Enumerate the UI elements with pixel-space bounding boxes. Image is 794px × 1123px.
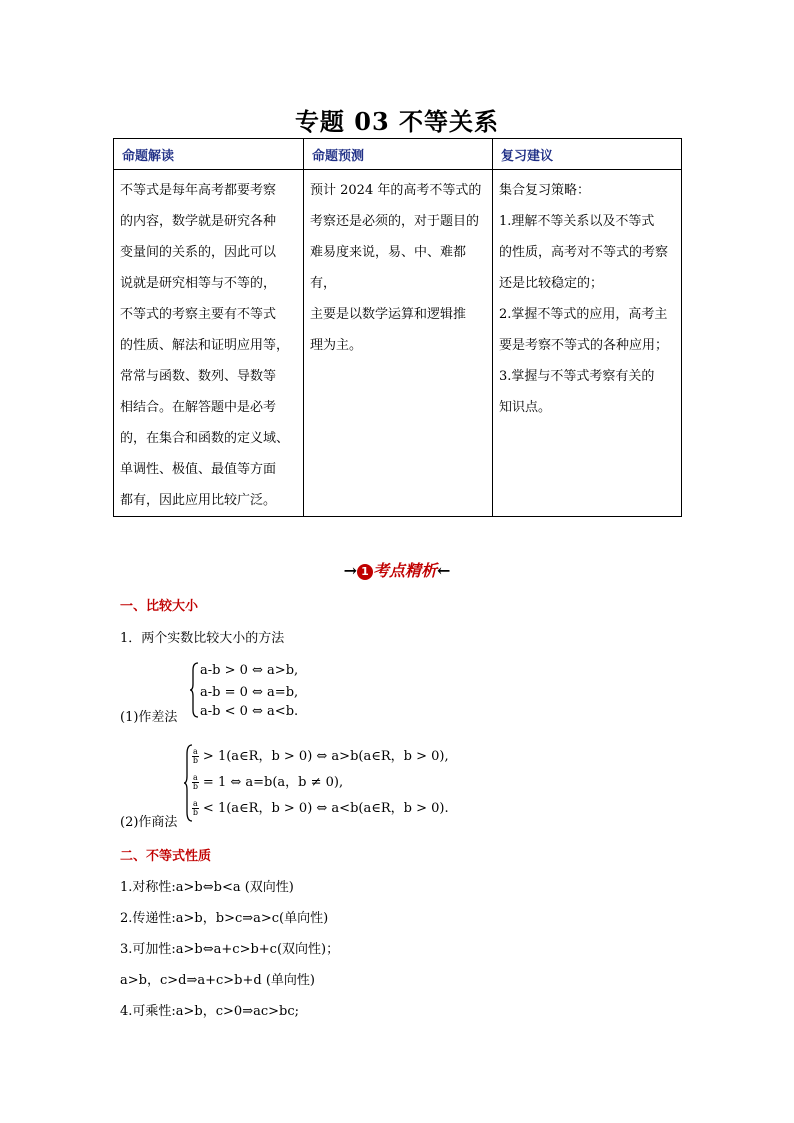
text-line: 要是考察不等式的各种应用；: [499, 338, 669, 353]
text-line: 知识点。: [499, 400, 552, 415]
brace-icon: [189, 662, 199, 718]
text-line: 的性质，高考对不等式的考察: [499, 245, 669, 260]
text-line: 变量间的关系的，因此可以: [120, 245, 277, 260]
arrow-right-icon: →: [343, 561, 357, 580]
text-line: 的内容，数学就是研究各种: [120, 214, 277, 229]
method-label: (2)作商法: [120, 815, 178, 830]
page-title: 专题 03 不等关系: [294, 107, 500, 136]
property-line: 4.可乘性:a>b，c>0⇒ac>bc;: [120, 1004, 299, 1019]
cell-suggestion: [493, 170, 682, 517]
text-line: 2.掌握不等式的应用，高考主: [499, 307, 668, 322]
formula-line: $\frac{a}{b}$ = 1 ⇔ a=b(a，b ≠ 0),: [192, 773, 344, 791]
arrow-left-icon: ←: [437, 561, 451, 580]
banner-text: 考点精析: [372, 561, 437, 580]
text-line: 都有，因此应用比较广泛。: [120, 493, 277, 508]
text-line: 说就是研究相等与不等的，: [120, 276, 277, 291]
text-line: 还是比较稳定的；: [499, 276, 604, 291]
text-line: 预计 2024 年的高考不等式的: [310, 183, 482, 198]
property-line: 3.可加性:a>b⇔a+c>b+c(双向性)；: [120, 942, 340, 957]
formula-line: $\frac{a}{b}$ < 1(a∈R，b > 0) ⇔ a<b(a∈R，b > 0).: [192, 799, 449, 817]
formula-line: a-b > 0 ⇔ a>b,: [200, 663, 299, 678]
text-line: 不等式是每年高考都要考察: [120, 183, 277, 198]
header-suggestion: 复习建议: [493, 139, 682, 170]
text-line: 3.掌握与不等式考察有关的: [499, 369, 655, 384]
text-line: 集合复习策略：: [499, 183, 591, 198]
cell-interpretation: [114, 170, 304, 517]
item-heading: 1．两个实数比较大小的方法: [120, 631, 285, 646]
text-line: 的，在集合和函数的定义域、: [120, 431, 290, 446]
text-line: 考察还是必须的，对于题目的: [310, 214, 480, 229]
header-prediction: 命题预测: [304, 139, 493, 170]
text-line: 不等式的考察主要有不等式: [120, 307, 277, 322]
section-heading: 二、不等式性质: [120, 849, 212, 864]
number-badge: 1: [357, 564, 373, 580]
text-line: 主要是以数学运算和逻辑推: [310, 307, 467, 322]
intro-table: [113, 138, 682, 517]
text-line: 相结合。在解答题中是必考: [120, 400, 277, 415]
text-line: 理为主。: [310, 338, 363, 353]
formula-line: a-b = 0 ⇔ a=b,: [200, 685, 299, 700]
section-heading: 一、比较大小: [120, 599, 199, 614]
text-line: 难易度来说，易、中、难都有，: [310, 245, 467, 291]
formula-line: $\frac{a}{b}$ > 1(a∈R，b > 0) ⇔ a>b(a∈R，b > 0),: [192, 747, 449, 765]
property-line: 2.传递性:a>b，b>c⇒a>c(单向性): [120, 911, 329, 926]
header-interpretation: 命题解读: [114, 139, 304, 170]
fraction: $\frac{a}{b}$: [192, 799, 198, 817]
fraction: $\frac{a}{b}$: [192, 747, 198, 765]
property-line: 1.对称性:a>b⇔b<a (双向性): [120, 880, 294, 895]
text-line: 1.理解不等关系以及不等式: [499, 214, 655, 229]
section-banner: [0, 558, 794, 581]
cell-prediction: [304, 170, 493, 517]
method-label: (1)作差法: [120, 710, 178, 725]
text-line: 的性质、解法和证明应用等，: [120, 338, 290, 353]
text-line: 常常与函数、数列、导数等: [120, 369, 277, 384]
formula-line: a-b < 0 ⇔ a<b.: [200, 704, 299, 719]
fraction: $\frac{a}{b}$: [192, 773, 198, 791]
property-line: a>b，c>d⇒a+c>b+d (单向性): [120, 973, 315, 988]
text-line: 单调性、极值、最值等方面: [120, 462, 277, 477]
